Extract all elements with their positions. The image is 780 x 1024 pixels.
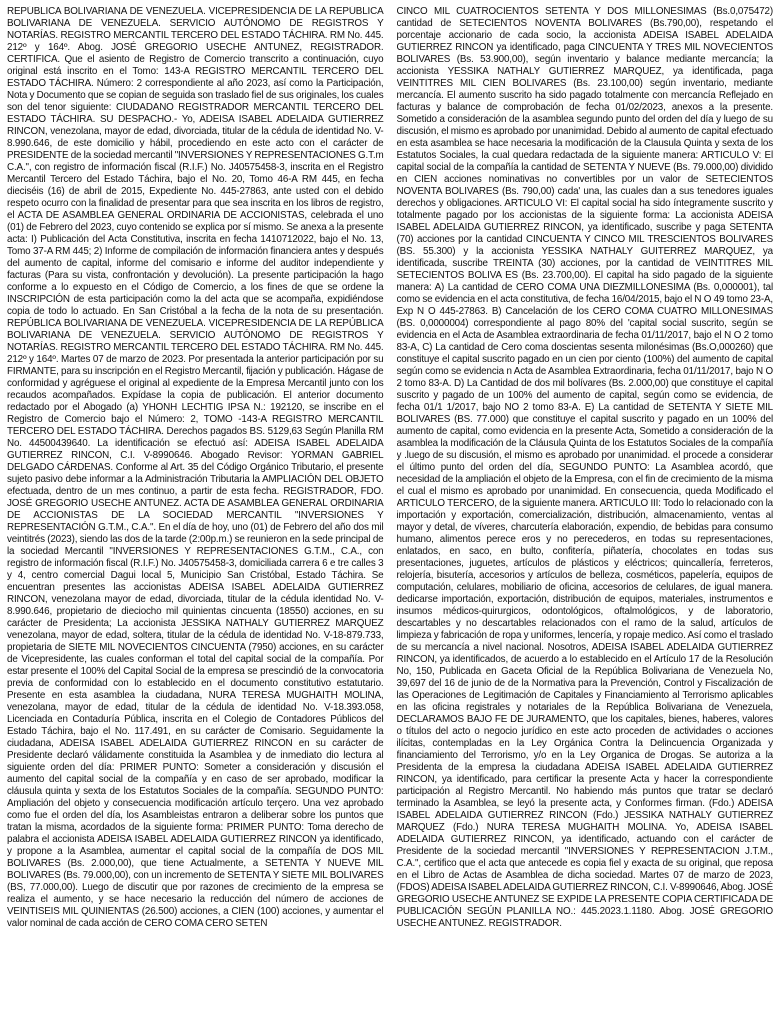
text-column-right	[397, 6, 774, 1018]
text-column-left	[7, 6, 384, 1018]
column-text-left: REPÚBLICA BOLIVARIANA DE VENEZUELA. VICEPRESIDENCIA DE LA REPÚBLICA BOLIVARIANA DE VENEZUELA. SERVICIO AUTÓNOMO DE REGISTROS Y NOTARÍAS. REGISTRO MERCANTIL TERCERO DEL ESTADO TÁCHIRA. RM No. 445. 212º y 164º. Abog. JOSÉ GREGORIO USECHE ANTUNEZ, REGISTRADOR. CERTIFICA. Que el asiento de Registro de Comercio transcrito a continuación, cuyo original está inscrito en el Tomo: 143-A REGISTRO MERCANTIL TERCERO DEL ESTADO TÁCHIRA. Número: 2 correspondiente al año 2023, así como la Participación, Nota y Documento que se copian de seguida son traslado fiel de sus originales, los cuales son del tenor siguiente: CIUDADANO REGISTRADOR MERCANTIL TERCERO DEL ESTADO TÁCHIRA. SU DESPACHO.- Yo, ADEISA ISABEL ADELAIDA GUTIERREZ RINCON, venezolana, mayor de edad, divorciada, titular de la cédula de identidad No. V-8.990.646, de este domicilio y hábil, procediendo en este acto con el carácter de PRESIDENTE de la sociedad mercantil "INVERSIONES Y REPRESENTACIONES G.T.m C.A.", con registro de información fiscal (R.I.F.) No. J40575458-3, inscrita en el Registro Mercantil Tercero del Estado Táchira, bajo el No. 20, Tomo 46-A RM 445, en fecha dieciséis (16) de abril de 2015, Expediente No. 445-27863, ante usted con el debido respeto ocurro con la finalidad de presentar para que sea inscrita en los libros de registro, el ACTA DE ASAMBLEA GENERAL ORDINARIA DE ACCIONISTAS, celebrada el uno (01) de Febrero del 2023, cuyo contenido se explica por sí mismo. Se anexa a la presente acta: I) Publicación del Acta Constitutiva, inscrita en fecha 1410712022, bajo el No. 13, Tomo 37-A RM 445; 2) Informe de compilación de información financiera antes y después del aumento de capital, informe del comisario e informe del auditor independiente y facturas (Para su vista, confrontación y devolución). La presente participación la hago conforme a lo expuesto en el Código de Comercio, a los fines de que se ordene la INSCRIPCIÓN de esta participación como la del acta que se acompaña, expidiéndose copia de todo lo actuado. En San Cristóbal a la fecha de la nota de su presentación. REPÚBLICA BOLIVARIANA DE VENEZUELA. VICEPRESIDENCIA DE LA REPÚBLICA BOLIVARIANA DE VENEZUELA. SERVICIO AUTÓNOMO DE REGISTROS Y NOTARÍAS. REGISTRO MERCANTIL TERCERO DEL ESTADO TÁCHIRA. RM No. 445. 212º y 164º. Martes 07 de marzo de 2023. Por presentada la anterior participación por su FIRMANTE, para su inscripción en el Registro Mercantil, fijación y publicación. Hágase de conformidad y agréguese el original al expediente de la Empresa Mercantil junto con los recaudos acompañados. Expídase la copia de publicación. El anterior documento redactado por el Abogado (a) YHONH LECHTIG IPSA N.: 192120, se inscribe en el Registro de Comercio bajo el Número: 2, TOMO -143-A REGISTRO MERCANTIL TERCERO DEL ESTADO TÁCHIRA. Derechos pagados BS. 5129,63 Según Planilla RM No. 44500439640. La identificación se efectuó así: ADEISA ISABEL ADELAIDA GUTIERREZ RINCON, C.I. V-8990646. Abogado Revisor: YORMAN GABRIEL DELGADO CÁRDENAS. Conforme al Art. 35 del Código Orgánico Tributario, el presente sujeto pasivo debe informar a la Administración Tributaria la AMPLIACIÓN DEL OBJETO efectuada, dentro de un mes continuo, a partir de esta fecha. REGISTRADOR, FDO. JOSÉ GREGORIO USECHE ANTUNEZ. ACTA DE ASAMBLEA GENERAL ORDINARIA DE ACCIONISTAS DE LA SOCIEDAD MERCANTIL "INVERSIONES Y REPRESENTACIÓN G.T.M., C.A.". En el día de hoy, uno (01) de Febrero del año dos mil veintitrés (2023), siendo las dos de la tarde (2:00p.m.) se reunieron en la sede principal de la sociedad Mercantil "INVERSIONES Y REPRESENTACIONES G.T.M., C.A., con registro de información fiscal (R.I.F.) No. J40575458-3, domiciliada carrera 6 e tre calles 3 y 4, centro comercial Dagui local 5, Municipio San Cristóbal, Estado Táchira. Se encuentran presentes las accionistas ADEISA ISABEL ADELAIDA GUTIERREZ RINCON, venezolana mayor de edad, divorciada, titular de la cédula identidad No. V-8.990.646, propietario de dieciocho mil quinientas cincuenta (18550) acciones, en su carácter de Presidenta; La accionista JESSIKA NATHALY GUTIERREZ MARQUEZ venezolana, mayor de edad, soltera, titular de la cédula de identidad No. V-18-879.733, propietaria de SIETE MIL NOVECIENTOS CINCUENTA (7950) acciones, en su carácter de Vicepresidente, las cuales conforman el total del capital social de la compañía. Por estar presente el 100% del Capital Social de la empresa se prescindió de la convocatoria previa de conformidad con lo establecido en el documento constitutivo estatutario. Presente en esta asamblea la ciudadana, NURA TERESA MUGHAITH MOLINA, venezolana, mayor de edad, titular de la cédula de identidad No. V-18.393.058, Licenciada en Contaduría Pública, inscrita en el Colegio de Contadores Públicos del Estado Táchira, bajo el No. 117.491, en su carácter de Comisario. Seguidamente la ciudadana, ADEISA ISABEL ADELAIDA GUTIERREZ RINCON en su carácter de Presidente declaró válidamente constituida la Asamblea y de inmediato dio lectura al siguiente orden del día: PRIMER PUNTO: Someter a consideración y discusión el aumento del capital social de la compañía y en caso de ser aprobado, modificar la cláusula quinta y sexta de los Estatutos Sociales de la compañía. SEGUNDO PUNTO: Ampliación del objeto y consecuencia modificación artículo terçero. Una vez aprobado como fue el orden del día, los Asambleistas entraron a deliberar sobre los puntos que tratan la misma, acordados de la siguiente forma: PRIMER PUNTO: Toma derecho de palabra el accionista ADEISA ISABEL ADELAIDA GUTIERREZ RINCON ya identificado, y propone a la Asamblea, aumentar el capital social de la compañía de DOS MIL BOLIVARES (Bs. 2.000,00), que tiene Actualmente, a SETENTA Y NUEVE MIL BOLIVARES (Bs. 79.000,00), con un incremento de SETENTA Y SIETE MIL BOLIVARES (BS, 77.000,00). Luego de discutir que por razones de crecimiento de la empresa se realiza el aumento, y se hace necesario la reducción del número de acciones de VEINTISEIS MIL QUINIENTAS (26.500) acciones, a CIEN (100) acciones, y aumentar el valor nominal de cada acción de CERO COMA CERO SETEN	[7, 6, 384, 929]
column-text-right: CINCO MIL CUATROCIENTOS SETENTA Y DOS MILLONESIMAS (Bs.0,075472) cantidad de SETECIENTOS NOVENTA BOLIVARES (Bs.790,00), respetando el porcentaje accionario de cada socio, la accionista ADEISA ISABEL ADELAIDA GUTIERREZ RINCON ya identificado, paga CINCUENTA Y TRES MIL NOVECIENTOS BOLIVARES (Bs. 53.900,00), según inventario y balance mediante mercancía; la accionista YESSIKA NATHALY GUTIERREZ MARQUEZ, ya identificada, paga VEINTITRES MIL CIEN BOLIVARES (Bs. 23.100,00) según inventario, mediante mercancía. El aumento suscrito ha sido pagado totalmente con mercancía Reflejado en facturas y balance de comprobación de fecha 01/02/2023, anexos a la presente. Sometido a consideración de la asamblea segundo punto del orden del día y luego de su discusión, el mismo es aprobado por unanimidad. Debido al aumento de capital efectuado en esta asamblea se hace necesaria la modificación de la Clausula Quinta y sexta de los Estatutos Sociales, la cual quedara redactada de la siguiente manera: ARTICULO V: El capital social de la compañía la cantidad de SETENTA Y NUEVE (Bs. 79.000,00) dividido en CIEN acciones nominativas no convertibles por un valor de SETECIENTOS NOVENTA BOLIVARES (Bs. 790,00) cada' una, las cuales dan a sus tenedores iguales derechos y obligaciones. ARTICULO VI: El capital social ha sido íntegramente suscrito y totalmente pagado por los accionistas de la siguiente forma: La accionista ADEISA ISABEL ADELAIDA GUTIERREZ RINCON, ya identificado, suscribe y paga SETENTA (70) acciones por la cantidad CINCUENTA Y CINCO MIL TRESCIENTOS BOLIVARES (BS. 55.300) y la accionista YESSIKA NATHALY GUITERREZ MARQUEZ, ya identificada, suscribe TREINTA (30) acciones, por la cantidad de VEINTITRES MIL SETECIENTOS BOLIVA ES (Bs. 23.700,00). El capital ha sido pagado de la siguiente manera: A) La cantidad de CERO COMA UNA DIEZMILLONESIMA (Bs. 0,000001), tal como se evidencia en el acta constitutiva, de fecha 16/04/2015, bajo el N O 49 tomo 23-A, Exp N O 445-27863. B) Cancelación de los CERO COMA CUATRO MILLONESIMAS (BS. 0,0000004) correspondiente al pago 80% del 'capital social suscrito, según se evidencia en el Acta de Asamblea extraordinaria de fecha 01/11/2017, bajo el N O 2 tomo 83-A, C) La cantidad de Cero coma doscientas sesenta milonésimas (Bs.O,000260) que constituye el capital suscrito pagado en un cien por ciento (100%) del aumento de capital según como se evidencia n Acta de Asamblea Extraordinaria, fecha 01/11/2017, bajo N O 2 tomo 83-A. D) La Cantidad de dos mil bolívares (Bs. 2.000,00) que constituye el capital suscrito y pagado de un 100% del aumento de capital, según como se evidencia, de fecha 01/1 1/2017, bajo NO 2 tomo 83-A. E) La cantidad de SETENTA Y SIETE MIL BOLIVARES (BS. 77.000) que constituye el capital suscrito y pagado en un 100% del aumento de capital, como evidencia en la presente Acta, Sometido a consideración de la asamblea la modificación de la Cláusula Quinta de los Estatutos Sociales de la compañía y .luego de su discusión, el mismo es aprobado por unanimidad. el procede a considerar el último punto del orden del día, SEGUNDO PUNTO: La Asamblea acordó, que necesidad de la ampliación el objeto de la Empresa, con el fin de crecimiento de la misma el cual el mismo es aprobado por unanimidad. En consecuencia, queda Modificado el ARTICULO TERCERO, de la siguiente manera. ARTICULO III: Todo lo relacionado con la importación y exportación, comercialización, distribución, almacenamiento, ventas al mayor y detal, de víveres, charcutería elaboración, expendio, de bebidas para consumo humano, alimentos perece eros y no perecederos, en todas su representaciones, enlatados, en saco, en bulto, confitería, piñatería, chocolates en todas sus presentaciones, juguetes, artículos de plásticos y eléctricos; quincallería, ferreteros, relojería, bisutería, accesorios y artículos de belleza, cosméticos, papelería, equipos de computación, celulares, mobiliario de oficina, accesorios de celulares, de igual manera. dedicarse importación, exportación, distribución de equipos, materiales, instrumentos e insumos médicos-quirurgicos, odontológicos, oftalmológicos, y de laboratorio, descartables y no descartables relacionados con el ramo de la salud, artículos de limpieza y fabricación de ropa y uniformes, lencería, y ropaje medico. Así como el traslado de su mercancía a nivel nacional. Nosotros, ADEISA ISABEL ADELAIDA GUTIERREZ RINCON, ya identificados, de acuerdo a lo establecido en el Artículo 17 de la Resolución No, 150, Publicada en Gaceta Oficial de la República Bolivariana de Venezuela No, 39,697 del 16 de junio de de la Normativa para la Prevención, Control y Fiscalización de las Operaciones de Legitimación de Capitales y Financiamiento al Terrorismo aplicables en las oficina registrales y notariales de la República Bolivariana de Venezuela, DECLARAMOS BAJO FE DE JURAMENTO, que los capitales, bienes, haberes, valores o títulos del acto o negocio jurídico en este acto proceden de actividades o acciones ilícitas, contempladas en la Ley Orgánica Contra la Delincuencia Organizada y financiamiento del Terrorismo, y/o en la Ley Organica de Drogas. Se autoriza a la Presidenta de la empresa la ciudadana ADEISA ISABEL ADELAIDA GUTIERREZ RINCON, ya identificado, para certificar la presente Acta y hacer la correspondiente participación al Registro Mercantil. No habiendo más puntos que tratar se declaró terminado la Asamblea, se leyó la presente acta, y Conformes firman. (Fdo.) ADEISA ISABEL ADELAIDA GUTIERREZ RINCON (Fdo.) JESSIKA NATHALY GUTIERREZ MARQUEZ (Fdo.) NURA TERESA MUGHAITH MOLINA. Yo, ADEISA ISABEL ADELAIDA GUTIERREZ RINCON, ya identificado, actuando con el carácter de Presidente de la sociedad mercantil "INVERSIONES Y REPRESENTACION J.T.M., C.A.", certifico que el acta que antecede es copia fiel y exacta de su original, que reposa en el Libro de Actas de Asamblea de dicha sociedad. Martes 07 de marzo de 2023, (FDOS) ADEISA ISABEL ADELAIDA GUTIERREZ RINCON, C.I. V-8990646, Abog. JOSÉ GREGORIO USECHE ANTUNEZ SE EXPIDE LA PRESENTE COPIA CERTIFICADA DE PUBLICACIÓN SEGÚN PLANILLA NO.: 445.2023.1.1180. Abog. JOSÉ GREGORIO USECHE ANTUNEZ. REGISTRADOR.	[396, 6, 773, 929]
